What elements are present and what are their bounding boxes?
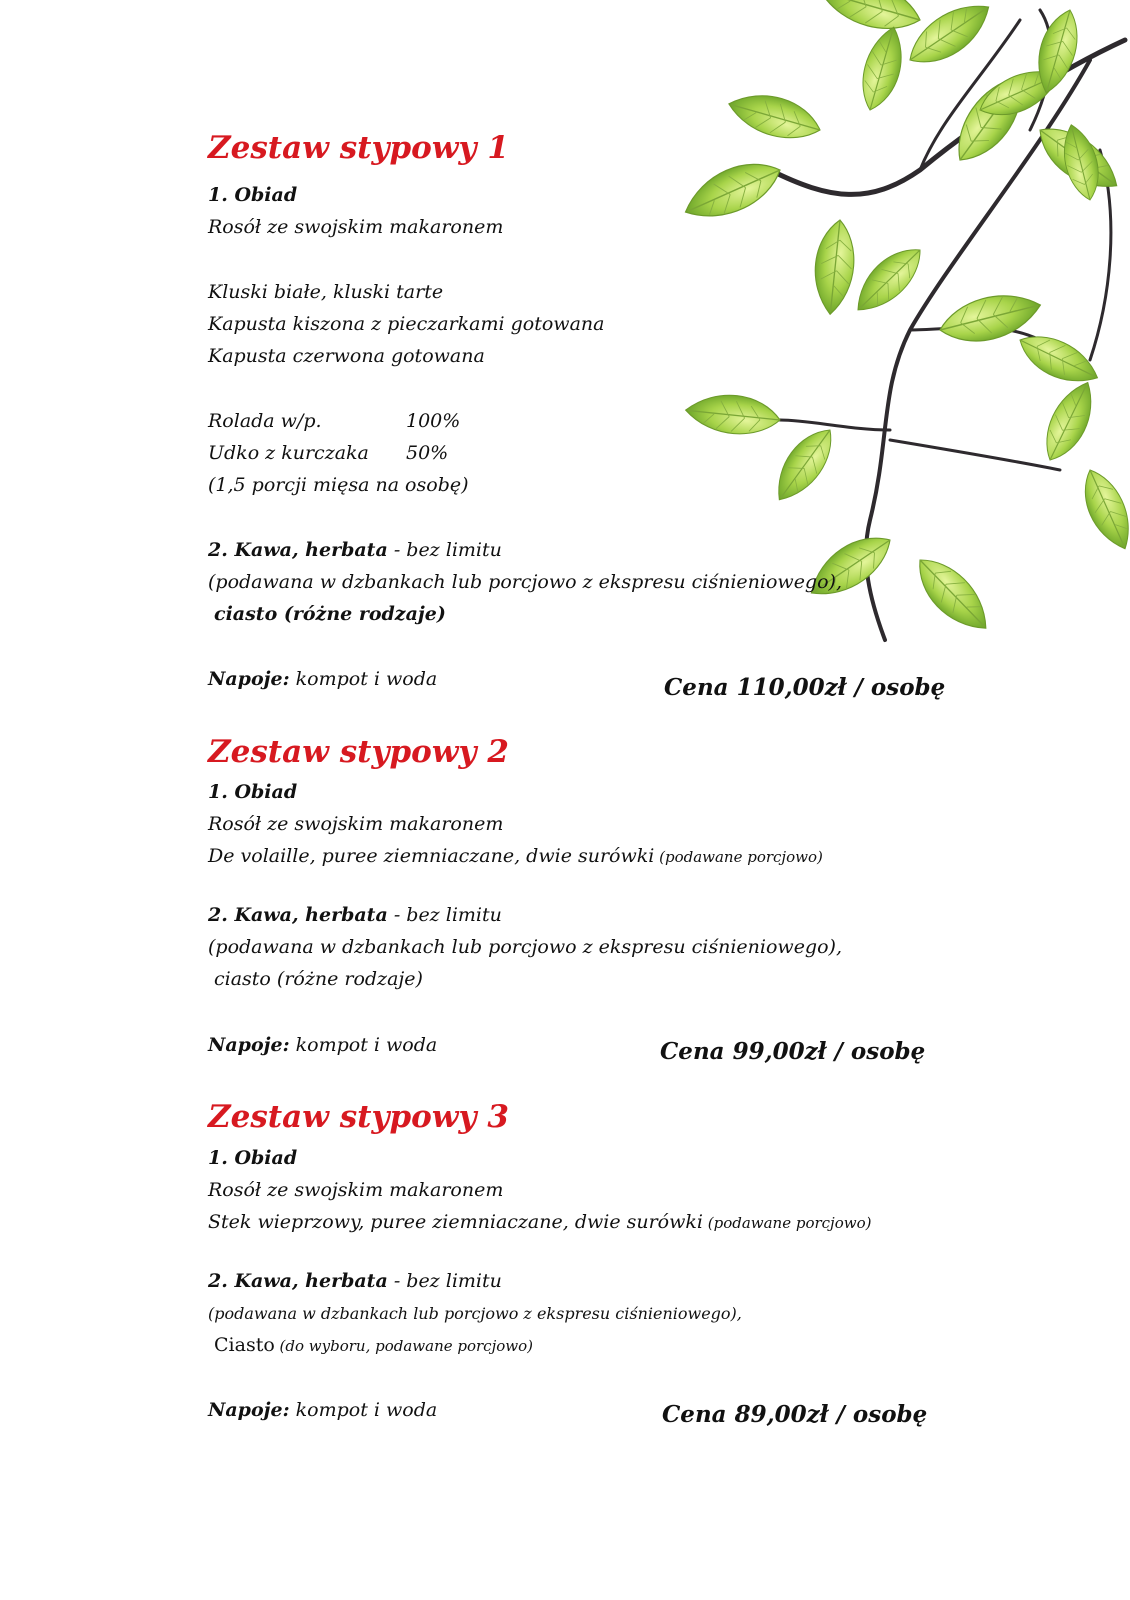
- section-heading-dinner: 1. Obiad: [208, 1147, 298, 1169]
- price-label: Cena 89,00zł / osobę: [662, 1401, 928, 1428]
- side-item: Kluski białe, kluski tarte: [208, 281, 444, 303]
- main-dish-item: [208, 1211, 871, 1233]
- coffee-limit-note: - bez limitu: [387, 539, 502, 561]
- menu-set-title: Zestaw stypowy 2: [208, 734, 509, 770]
- coffee-heading-label: 2. Kawa, herbata: [208, 904, 388, 926]
- meat-item-name: Rolada w/p.: [208, 410, 322, 432]
- soup-item: Rosół ze swojskim makaronem: [208, 813, 504, 835]
- drinks-value: kompot i woda: [289, 1399, 438, 1421]
- main-dish-name: Stek wieprzowy, puree ziemniaczane, dwie surówki: [208, 1211, 703, 1233]
- drinks-label: Napoje:: [208, 1034, 290, 1056]
- main-dish-name: De volaille, puree ziemniaczane, dwie surówki: [208, 845, 655, 867]
- section-heading-dinner: 1. Obiad: [208, 781, 298, 803]
- price-label: Cena 110,00zł / osobę: [664, 674, 946, 701]
- drinks-value: kompot i woda: [289, 1034, 438, 1056]
- beech-branch-leaves-image: [620, 0, 1130, 660]
- drinks-line: [208, 1034, 437, 1056]
- section-heading-coffee: [208, 539, 502, 561]
- serving-note: (podawana w dzbankach lub porcjowo z ekspresu ciśnieniowego),: [208, 1304, 742, 1323]
- meat-item-name: Udko z kurczaka: [208, 442, 369, 464]
- price-label: Cena 99,00zł / osobę: [660, 1038, 926, 1065]
- main-dish-note: (podawane porcjowo): [654, 848, 823, 866]
- meat-item-percent: 100%: [406, 410, 461, 432]
- coffee-heading-label: 2. Kawa, herbata: [208, 1270, 388, 1292]
- serving-note: (podawana w dzbankach lub porcjowo z ekspresu ciśnieniowego),: [208, 571, 842, 593]
- serving-note: (podawana w dzbankach lub porcjowo z ekspresu ciśnieniowego),: [208, 936, 842, 958]
- drinks-label: Napoje:: [208, 1399, 290, 1421]
- menu-set-title: Zestaw stypowy 3: [208, 1099, 509, 1135]
- cake-item: [214, 1334, 533, 1356]
- drinks-value: kompot i woda: [289, 668, 438, 690]
- section-heading-coffee: [208, 1270, 502, 1292]
- coffee-heading-label: 2. Kawa, herbata: [208, 539, 388, 561]
- cake-item: ciasto (różne rodzaje): [214, 968, 423, 990]
- coffee-limit-note: - bez limitu: [387, 904, 502, 926]
- side-item: Kapusta kiszona z pieczarkami gotowana: [208, 313, 605, 335]
- main-dish-item: [208, 845, 823, 867]
- drinks-label: Napoje:: [208, 668, 290, 690]
- drinks-line: [208, 1399, 437, 1421]
- meat-note: (1,5 porcji mięsa na osobę): [208, 474, 469, 496]
- cake-note: (do wyboru, podawane porcjowo): [274, 1337, 533, 1355]
- coffee-limit-note: - bez limitu: [387, 1270, 502, 1292]
- section-heading-dinner: 1. Obiad: [208, 184, 298, 206]
- main-dish-note: (podawane porcjowo): [702, 1214, 872, 1232]
- section-heading-coffee: [208, 904, 502, 926]
- meat-item-percent: 50%: [406, 442, 449, 464]
- soup-item: Rosół ze swojskim makaronem: [208, 1179, 504, 1201]
- menu-set-title: Zestaw stypowy 1: [208, 130, 509, 166]
- cake-name: Ciasto: [214, 1334, 275, 1356]
- soup-item: Rosół ze swojskim makaronem: [208, 216, 504, 238]
- side-item: Kapusta czerwona gotowana: [208, 345, 485, 367]
- drinks-line: [208, 668, 437, 690]
- cake-item: ciasto (różne rodzaje): [214, 603, 446, 625]
